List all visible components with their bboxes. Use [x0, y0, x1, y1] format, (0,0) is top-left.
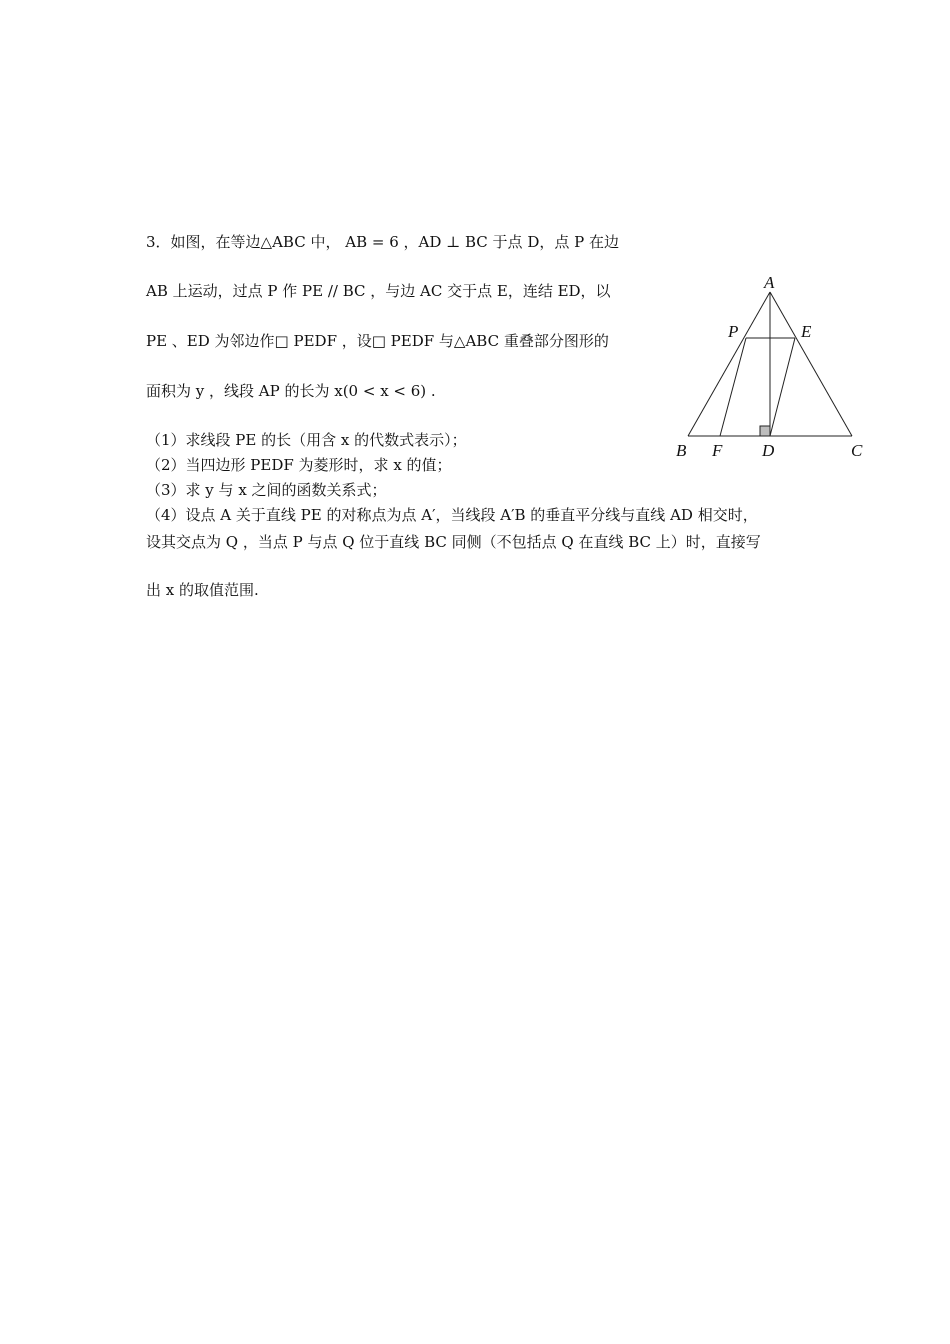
problem-line-4: 面积为 y ，线段 AP 的长为 x(0 < x < 6) . [146, 382, 436, 400]
label-p: P [728, 322, 739, 341]
label-e: E [801, 322, 812, 341]
problem-number: 3． [146, 233, 171, 251]
subquestion-4-cont: 设其交点为 Q ，当点 P 与点 Q 位于直线 BC 同侧（不包括点 Q 在直线 BC 上）时，直接写 [146, 533, 761, 551]
problem-line-1 [146, 232, 666, 252]
problem-line-2: AB 上运动，过点 P 作 PE // BC ，与边 AC 交于点 E，连结 ED，以 [146, 282, 611, 300]
right-angle-mark [760, 426, 770, 436]
side-ab [688, 292, 770, 436]
subquestion-2: （2）当四边形 PEDF 为菱形时，求 x 的值； [146, 456, 452, 474]
label-d: D [762, 441, 775, 460]
label-a: A [764, 273, 775, 292]
label-f: F [712, 441, 723, 460]
side-ac [770, 292, 852, 436]
subquestion-1: （1）求线段 PE 的长（用含 x 的代数式表示）； [146, 431, 467, 449]
problem-intro-1: 如图，在等边△ABC 中， AB = 6 ，AD ⊥ BC 于点 D，点 P 在边 [170, 233, 619, 251]
subquestion-3: （3）求 y 与 x 之间的函数关系式； [146, 481, 387, 499]
segment-pf [720, 338, 746, 436]
label-c: C [851, 441, 863, 460]
segment-ed [770, 338, 795, 436]
geometry-figure [670, 270, 880, 470]
label-b: B [676, 441, 687, 460]
subquestion-4-end: 出 x 的取值范围. [146, 581, 259, 599]
subquestion-4: （4）设点 A 关于直线 PE 的对称点为点 A′，当线段 A′B 的垂直平分线与直线 AD 相交时， [146, 506, 758, 524]
problem-line-3: PE 、ED 为邻边作□ PEDF ，设□ PEDF 与△ABC 重叠部分图形的 [146, 332, 609, 350]
